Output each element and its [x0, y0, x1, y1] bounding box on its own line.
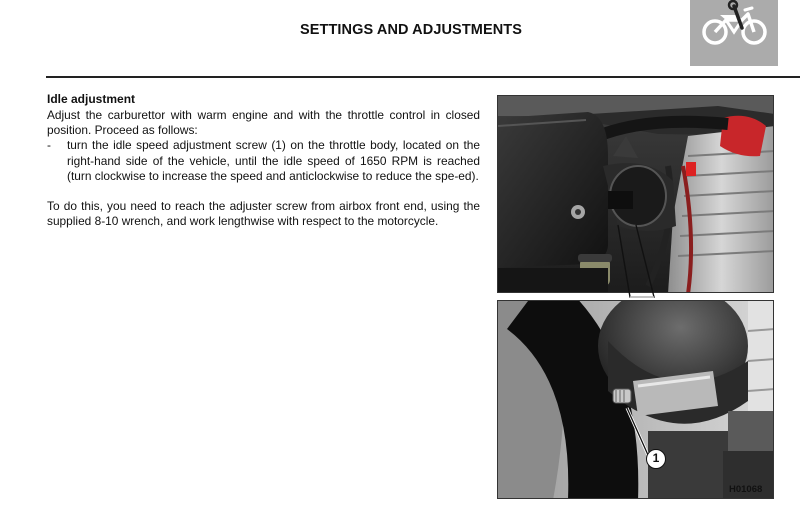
motorcycle-wrench-icon: [690, 0, 778, 66]
bullet-marker: -: [47, 138, 51, 153]
wrench-paragraph: To do this, you need to reach the adjuster screw from airbox front end, using the supplied 8-10 wrench, and work lengthwise with respect to the motorcycle.: [47, 199, 480, 229]
intro-paragraph: Adjust the carburettor with warm engine and with the throttle control in closed position. Proceed as follows:: [47, 108, 480, 138]
figure-code: H01068: [729, 484, 763, 495]
bullet-text: turn the idle speed adjustment screw (1) on the throttle body, located on the right-hand side of the vehicle, until the idle speed of 1650 RPM is reached (turn clockwise to increase the speed and anticlockwise to reduce the spe-ed).: [67, 138, 480, 183]
section-heading: Idle adjustment: [47, 92, 136, 106]
header-divider: [46, 76, 800, 78]
callout-number-marker: 1: [646, 449, 666, 469]
page-title: SETTINGS AND ADJUSTMENTS: [299, 22, 523, 38]
adjuster-screw-photo: [497, 300, 774, 499]
instruction-text: [47, 108, 480, 229]
engine-overview-photo: [497, 95, 774, 293]
bullet-step: [47, 138, 480, 184]
